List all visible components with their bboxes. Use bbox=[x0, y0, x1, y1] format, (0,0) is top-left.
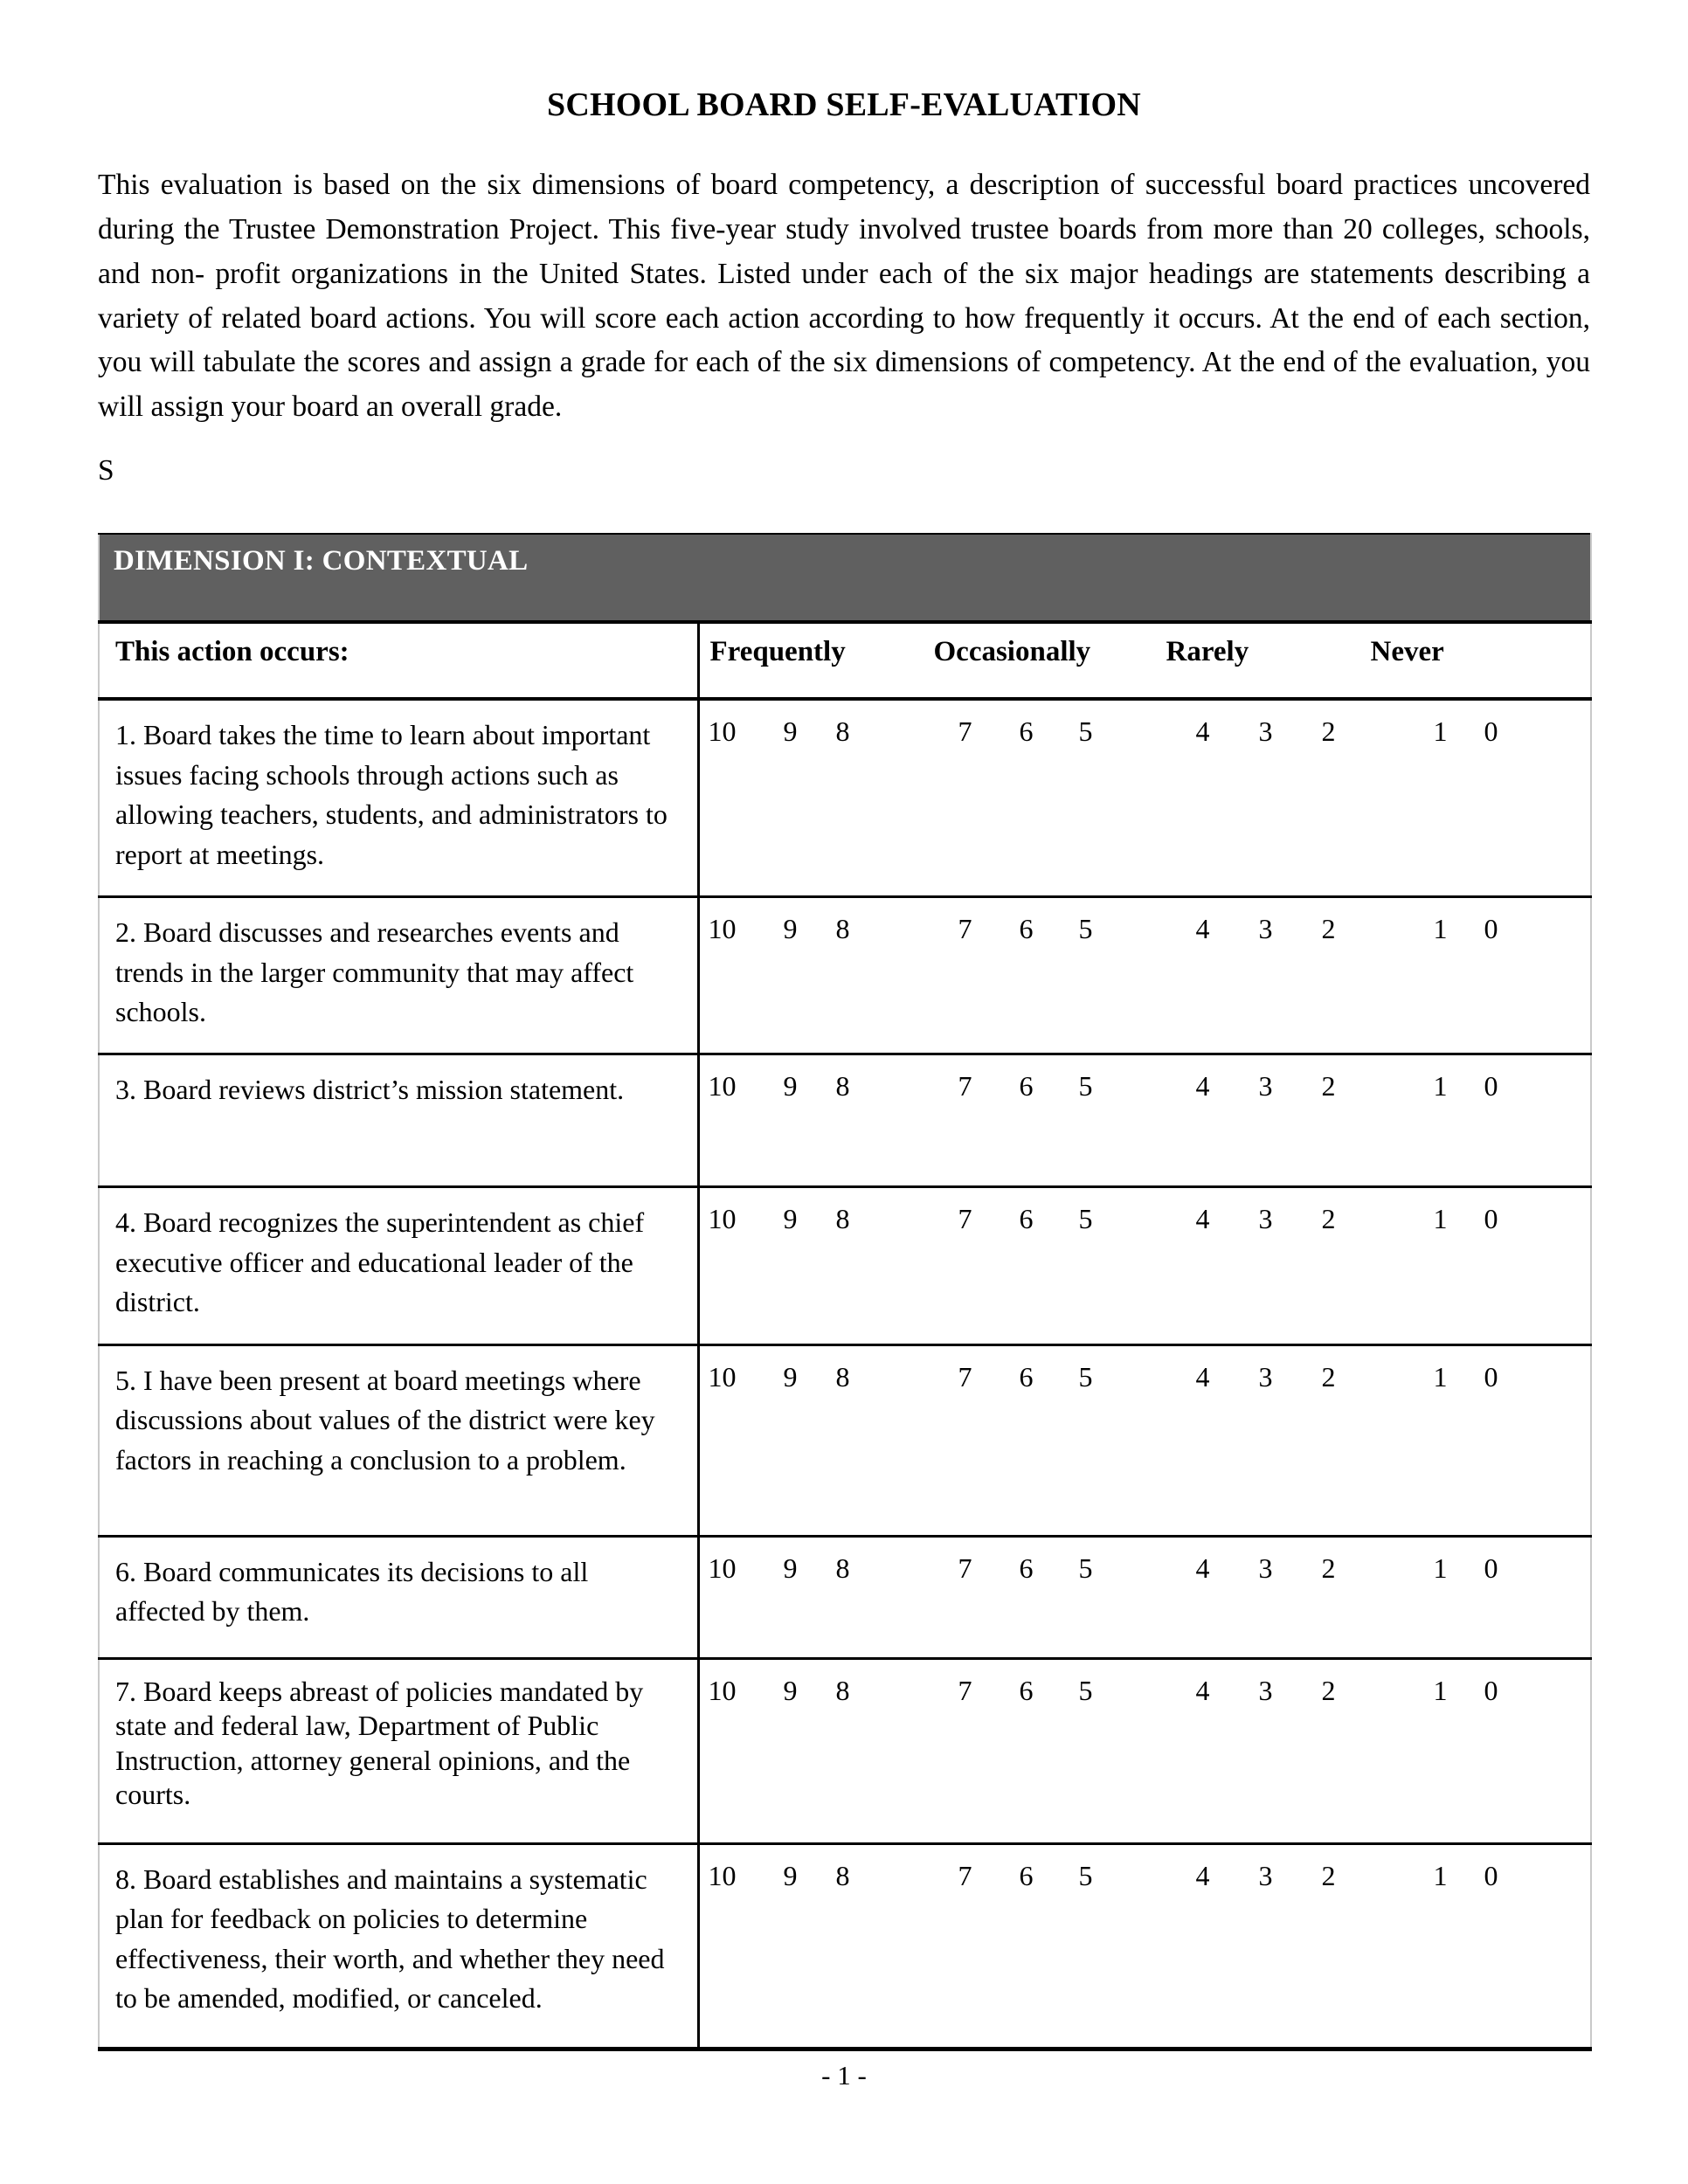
rating-option-10[interactable]: 10 bbox=[708, 1859, 737, 1891]
rating-option-6[interactable]: 6 bbox=[1019, 1552, 1034, 1584]
rating-scale bbox=[700, 1860, 1591, 1893]
rating-option-3[interactable]: 3 bbox=[1258, 1070, 1273, 1102]
rating-option-8[interactable]: 8 bbox=[835, 1859, 850, 1891]
rating-scale bbox=[700, 1675, 1591, 1708]
table-row bbox=[99, 1658, 1591, 1843]
rating-option-2[interactable]: 2 bbox=[1321, 913, 1336, 945]
page-title: SCHOOL BOARD SELF-EVALUATION bbox=[547, 86, 1141, 123]
dimension-heading: DIMENSION I: CONTEXTUAL bbox=[99, 534, 1591, 622]
rating-scale-cell bbox=[698, 1344, 1591, 1536]
rating-option-1[interactable]: 1 bbox=[1433, 1552, 1448, 1584]
rating-option-4[interactable]: 4 bbox=[1195, 715, 1210, 748]
rating-option-1[interactable]: 1 bbox=[1433, 1674, 1448, 1706]
rating-scale-cell bbox=[698, 897, 1591, 1054]
rating-option-2[interactable]: 2 bbox=[1321, 1674, 1336, 1706]
action-statement-text: 1. Board takes the time to learn about important issues facing schools through actions such as allowing teachers, students, and administrators to report at meetings. bbox=[115, 719, 668, 870]
rating-scale-cell bbox=[698, 699, 1591, 896]
rating-option-10[interactable]: 10 bbox=[708, 1674, 737, 1706]
column-header-row bbox=[99, 622, 1591, 699]
column-header-action: This action occurs: bbox=[99, 622, 698, 699]
rating-scale bbox=[700, 715, 1591, 749]
rating-option-8[interactable]: 8 bbox=[835, 715, 850, 748]
rating-option-1[interactable]: 1 bbox=[1433, 1360, 1448, 1393]
rating-option-3[interactable]: 3 bbox=[1258, 715, 1273, 748]
rating-option-7[interactable]: 7 bbox=[958, 1360, 972, 1393]
action-statement-cell bbox=[99, 1536, 698, 1658]
column-header-scale-group bbox=[698, 622, 1591, 699]
table-row bbox=[99, 897, 1591, 1054]
action-statement-text: 2. Board discusses and researches events and trends in the larger community that may affect schools. bbox=[115, 916, 634, 1028]
page-content bbox=[98, 0, 1590, 2051]
rating-option-2[interactable]: 2 bbox=[1321, 1859, 1336, 1891]
rating-option-4[interactable]: 4 bbox=[1195, 1360, 1210, 1393]
table-row bbox=[99, 699, 1591, 896]
rating-option-6[interactable]: 6 bbox=[1019, 913, 1034, 945]
stray-text: S bbox=[98, 454, 114, 487]
column-header-frequently: Frequently bbox=[709, 636, 846, 668]
action-statement-text: 4. Board recognizes the superintendent as chief executive officer and educational leader of the district. bbox=[115, 1206, 645, 1318]
action-statement-text: 3. Board reviews district’s mission statement. bbox=[115, 1074, 625, 1106]
rating-option-9[interactable]: 9 bbox=[783, 1070, 798, 1102]
rating-option-1[interactable]: 1 bbox=[1433, 1859, 1448, 1891]
rating-option-2[interactable]: 2 bbox=[1321, 1203, 1336, 1235]
rating-scale-cell bbox=[698, 1536, 1591, 1658]
rating-option-7[interactable]: 7 bbox=[958, 913, 972, 945]
rating-option-6[interactable]: 6 bbox=[1019, 1674, 1034, 1706]
action-statement-cell bbox=[99, 1843, 698, 2049]
rating-option-1[interactable]: 1 bbox=[1433, 1203, 1448, 1235]
table-row bbox=[99, 1187, 1591, 1344]
action-statement-cell bbox=[99, 699, 698, 896]
table-row bbox=[99, 1344, 1591, 1536]
rating-option-6[interactable]: 6 bbox=[1019, 1360, 1034, 1393]
scale-header-labels bbox=[700, 636, 1591, 671]
rating-scale bbox=[700, 913, 1591, 946]
rating-option-7[interactable]: 7 bbox=[958, 715, 972, 748]
rating-option-7[interactable]: 7 bbox=[958, 1552, 972, 1584]
rating-scale-cell bbox=[698, 1843, 1591, 2049]
rating-scale-cell bbox=[698, 1054, 1591, 1187]
rating-option-0[interactable]: 0 bbox=[1484, 1070, 1498, 1102]
rating-option-9[interactable]: 9 bbox=[783, 913, 798, 945]
rating-option-10[interactable]: 10 bbox=[708, 1360, 737, 1393]
rating-option-5[interactable]: 5 bbox=[1078, 715, 1093, 748]
table-row bbox=[99, 1843, 1591, 2049]
table-row bbox=[99, 1054, 1591, 1187]
rating-option-7[interactable]: 7 bbox=[958, 1070, 972, 1102]
rating-option-10[interactable]: 10 bbox=[708, 913, 737, 945]
rating-option-1[interactable]: 1 bbox=[1433, 715, 1448, 748]
rating-option-2[interactable]: 2 bbox=[1321, 1360, 1336, 1393]
table-row bbox=[99, 1536, 1591, 1658]
action-statement-cell bbox=[99, 1187, 698, 1344]
rating-option-4[interactable]: 4 bbox=[1195, 1552, 1210, 1584]
rating-option-0[interactable]: 0 bbox=[1484, 1674, 1498, 1706]
rating-option-10[interactable]: 10 bbox=[708, 1552, 737, 1584]
rating-option-0[interactable]: 0 bbox=[1484, 1203, 1498, 1235]
rating-option-2[interactable]: 2 bbox=[1321, 1552, 1336, 1584]
action-statement-text: 7. Board keeps abreast of policies mandated by state and federal law, Department of Public Instruction, attorney general opinions, and the courts. bbox=[115, 1675, 644, 1810]
action-statement-cell bbox=[99, 1344, 698, 1536]
rating-option-6[interactable]: 6 bbox=[1019, 715, 1034, 748]
rating-option-3[interactable]: 3 bbox=[1258, 1203, 1273, 1235]
rating-scale bbox=[700, 1552, 1591, 1586]
rating-option-9[interactable]: 9 bbox=[783, 1552, 798, 1584]
rating-option-9[interactable]: 9 bbox=[783, 1360, 798, 1393]
rating-option-2[interactable]: 2 bbox=[1321, 715, 1336, 748]
rating-option-5[interactable]: 5 bbox=[1078, 1674, 1093, 1706]
rating-option-9[interactable]: 9 bbox=[783, 715, 798, 748]
rating-option-5[interactable]: 5 bbox=[1078, 913, 1093, 945]
rating-option-4[interactable]: 4 bbox=[1195, 1203, 1210, 1235]
rating-option-6[interactable]: 6 bbox=[1019, 1070, 1034, 1102]
rating-option-3[interactable]: 3 bbox=[1258, 913, 1273, 945]
rating-option-7[interactable]: 7 bbox=[958, 1203, 972, 1235]
column-header-rarely: Rarely bbox=[1166, 636, 1249, 668]
rating-option-1[interactable]: 1 bbox=[1433, 913, 1448, 945]
rating-scale bbox=[700, 1070, 1591, 1103]
rating-option-8[interactable]: 8 bbox=[835, 1552, 850, 1584]
action-statement-text: 5. I have been present at board meetings where discussions about values of the district were key factors in reaching a conclusion to a problem. bbox=[115, 1364, 655, 1476]
rating-option-7[interactable]: 7 bbox=[958, 1674, 972, 1706]
rating-scale-cell bbox=[698, 1187, 1591, 1344]
rating-option-9[interactable]: 9 bbox=[783, 1859, 798, 1891]
page-number: - 1 - bbox=[821, 2060, 867, 2091]
action-statement-text: 8. Board establishes and maintains a systematic plan for feedback on policies to determine effectiveness, their worth, and whether they need to be amended, modified, or canceled. bbox=[115, 1863, 665, 2015]
intro-paragraph: This evaluation is based on the six dimensions of board competency, a description of successful board practices uncovered during the Trustee Demonstration Project. This five-year study involved trustee boards from more than 20 colleges, schools, and non- profit organizations in the United States. Listed under each of the six major headings are statements describing a variety of related board actions. You will score each action according to how frequently it occurs. At the end of each section, you will tabulate the scores and assign a grade for each of the six dimensions of competency. At the end of the evaluation, you will assign your board an overall grade. bbox=[98, 168, 1590, 424]
rating-option-3[interactable]: 3 bbox=[1258, 1360, 1273, 1393]
column-header-occasionally: Occasionally bbox=[933, 636, 1091, 668]
rating-option-5[interactable]: 5 bbox=[1078, 1070, 1093, 1102]
rating-scale bbox=[700, 1361, 1591, 1394]
rating-option-0[interactable]: 0 bbox=[1484, 1552, 1498, 1584]
rating-option-3[interactable]: 3 bbox=[1258, 1859, 1273, 1891]
rating-scale-cell bbox=[698, 1658, 1591, 1843]
rating-option-0[interactable]: 0 bbox=[1484, 913, 1498, 945]
rating-scale bbox=[700, 1203, 1591, 1236]
rating-option-5[interactable]: 5 bbox=[1078, 1203, 1093, 1235]
rating-option-4[interactable]: 4 bbox=[1195, 1674, 1210, 1706]
rating-option-8[interactable]: 8 bbox=[835, 913, 850, 945]
rating-option-0[interactable]: 0 bbox=[1484, 1360, 1498, 1393]
action-statement-cell bbox=[99, 897, 698, 1054]
rating-option-8[interactable]: 8 bbox=[835, 1070, 850, 1102]
rating-option-4[interactable]: 4 bbox=[1195, 1859, 1210, 1891]
rating-option-3[interactable]: 3 bbox=[1258, 1674, 1273, 1706]
rating-option-8[interactable]: 8 bbox=[835, 1203, 850, 1235]
rating-option-3[interactable]: 3 bbox=[1258, 1552, 1273, 1584]
action-statement-text: 6. Board communicates its decisions to all affected by them. bbox=[115, 1555, 589, 1628]
rating-option-5[interactable]: 5 bbox=[1078, 1859, 1093, 1891]
evaluation-table bbox=[98, 533, 1592, 2050]
column-header-never: Never bbox=[1370, 636, 1444, 668]
rating-option-6[interactable]: 6 bbox=[1019, 1859, 1034, 1891]
rating-option-4[interactable]: 4 bbox=[1195, 913, 1210, 945]
rating-option-6[interactable]: 6 bbox=[1019, 1203, 1034, 1235]
rating-option-8[interactable]: 8 bbox=[835, 1674, 850, 1706]
rating-option-2[interactable]: 2 bbox=[1321, 1070, 1336, 1102]
action-statement-cell bbox=[99, 1658, 698, 1843]
rating-option-4[interactable]: 4 bbox=[1195, 1070, 1210, 1102]
rating-option-10[interactable]: 10 bbox=[708, 1203, 737, 1235]
rating-option-1[interactable]: 1 bbox=[1433, 1070, 1448, 1102]
rating-option-10[interactable]: 10 bbox=[708, 715, 737, 748]
rating-option-8[interactable]: 8 bbox=[835, 1360, 850, 1393]
rating-option-9[interactable]: 9 bbox=[783, 1674, 798, 1706]
action-statement-cell bbox=[99, 1054, 698, 1187]
rating-option-0[interactable]: 0 bbox=[1484, 1859, 1498, 1891]
rating-option-7[interactable]: 7 bbox=[958, 1859, 972, 1891]
rating-option-10[interactable]: 10 bbox=[708, 1070, 737, 1102]
rating-option-9[interactable]: 9 bbox=[783, 1203, 798, 1235]
rating-option-5[interactable]: 5 bbox=[1078, 1552, 1093, 1584]
rating-option-0[interactable]: 0 bbox=[1484, 715, 1498, 748]
dimension-header-row bbox=[99, 534, 1591, 622]
rating-option-5[interactable]: 5 bbox=[1078, 1360, 1093, 1393]
